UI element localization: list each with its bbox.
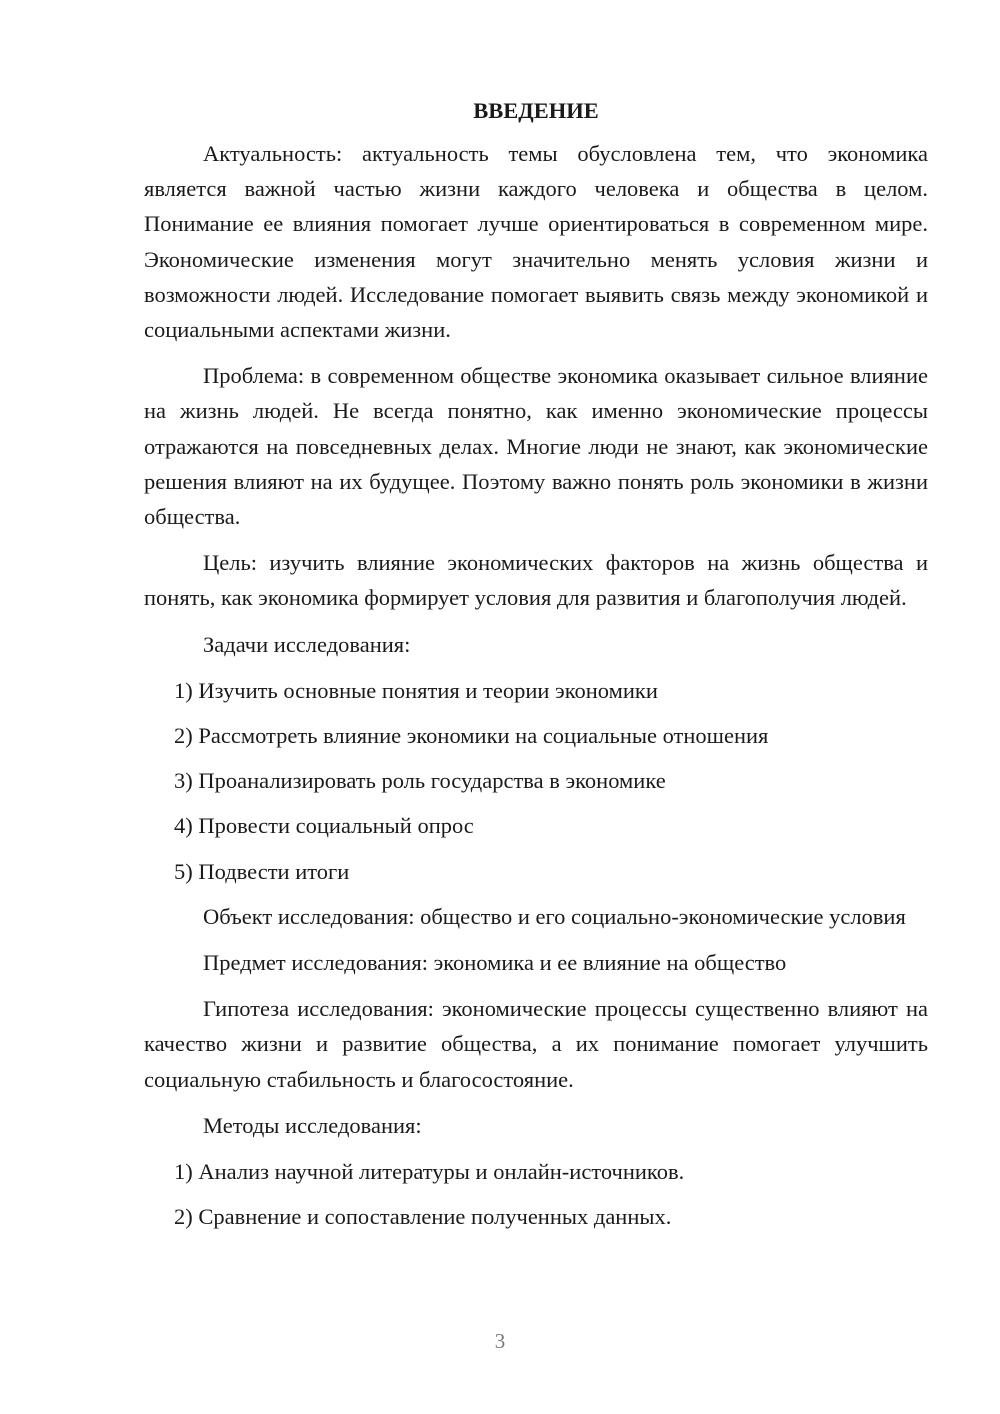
list-item: 2) Сравнение и сопоставление полученных данных. [174, 1204, 672, 1230]
goal-paragraph: Цель: изучить влияние экономических факторов на жизнь общества и понять, как экономика формирует условия для развития и благополучия людей. [144, 550, 928, 611]
list-item: 2) Рассмотреть влияние экономики на социальные отношения [174, 723, 769, 749]
object-paragraph: Объект исследования: общество и его социально-экономические условия [203, 903, 906, 929]
list-item: 5) Подвести итоги [174, 858, 350, 884]
subject-paragraph: Предмет исследования: экономика и ее влияние на общество [203, 950, 787, 976]
problem-paragraph: Проблема: в современном обществе экономика оказывает сильное влияние на жизнь людей. Не всегда понятно, как именно экономические процессы отражаются на повседневных делах. Многие люди не знают, как экономические решения влияют на их будущее. Поэтому важно понять роль экономики в жизни общества. [144, 363, 928, 530]
tasks-heading: Задачи исследования: [203, 631, 411, 657]
section-title: ВВЕДЕНИЕ [473, 98, 599, 123]
hypothesis-paragraph: Гипотеза исследования: экономические процессы существенно влияют на качество жизни и развитие общества, а их понимание помогает улучшить социальную стабильность и благосостояние. [144, 996, 928, 1092]
page-number: 3 [494, 1329, 506, 1353]
list-item: 1) Изучить основные понятия и теории экономики [174, 677, 658, 703]
list-item: 1) Анализ научной литературы и онлайн-источников. [174, 1159, 685, 1185]
relevance-paragraph: Актуальность: актуальность темы обусловлена тем, что экономика является важной частью жизни каждого человека и общества в целом. Понимание ее влияния помогает лучше ориентироваться в современном мире. Экономические изменения могут значительно менять условия жизни и возможности людей. Исследование помогает выявить связь между экономикой и социальными аспектами жизни. [144, 141, 928, 343]
list-item: 3) Проанализировать роль государства в экономике [174, 768, 666, 794]
tasks-list [144, 673, 928, 889]
methods-list [144, 1154, 928, 1234]
methods-heading: Методы исследования: [203, 1112, 422, 1138]
list-item: 4) Провести социальный опрос [174, 813, 474, 839]
document-page [144, 96, 928, 1244]
